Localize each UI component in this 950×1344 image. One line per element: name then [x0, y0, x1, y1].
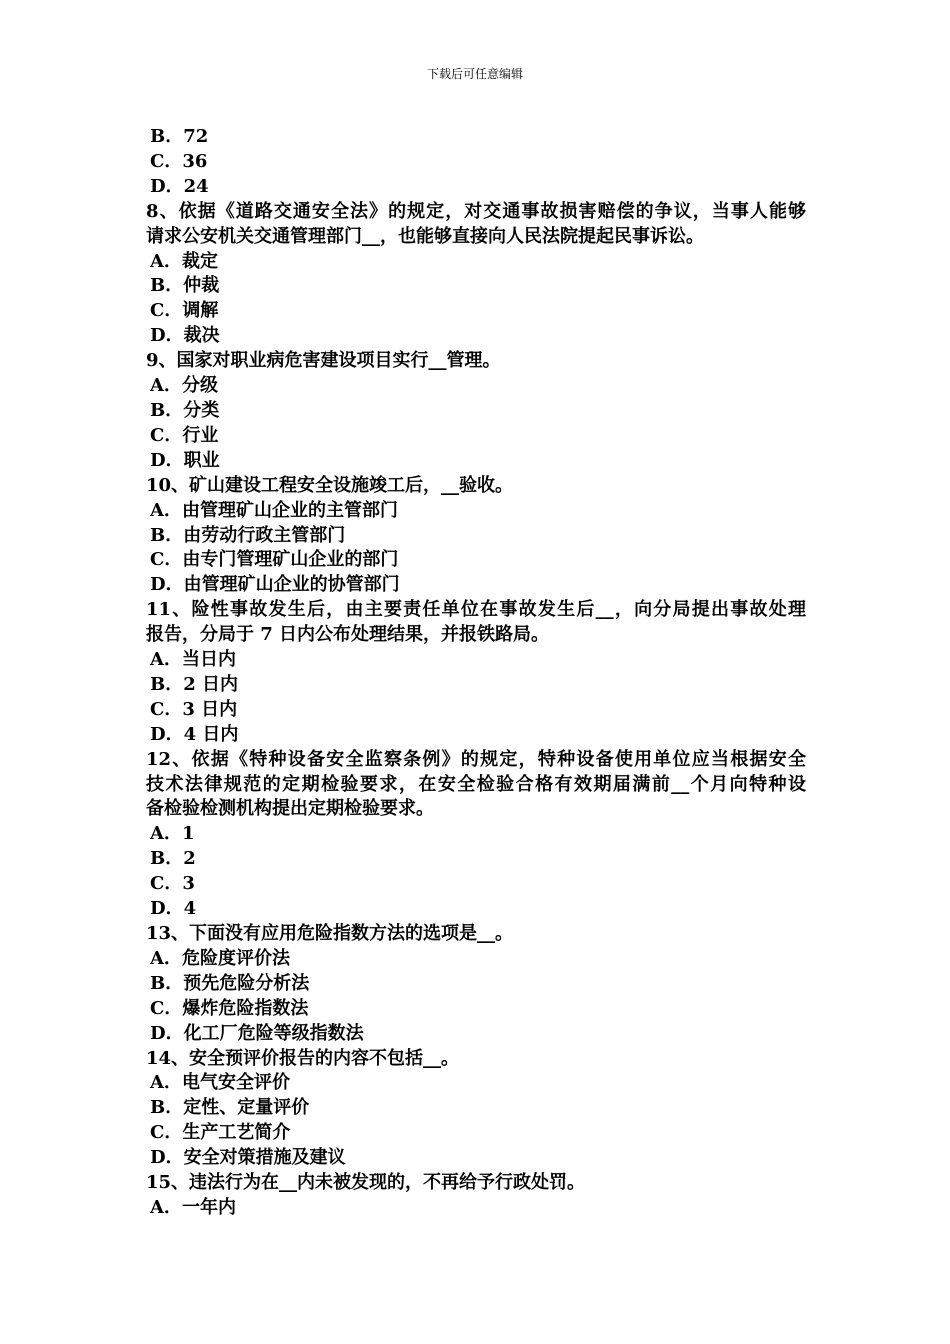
option-item [146, 1146, 816, 1171]
option-letter: A． [150, 499, 182, 521]
question-text: 9、国家对职业病危害建设项目实行__管理。 [146, 350, 501, 372]
option-letter: D． [150, 325, 184, 347]
option-text: 分级 [182, 375, 218, 397]
option-text: 24 [183, 175, 209, 197]
option-text: 72 [183, 126, 209, 147]
option-item [146, 274, 816, 299]
option-text: 电气安全评价 [182, 1072, 290, 1094]
question-10 [146, 474, 816, 599]
option-letter: D． [150, 449, 184, 471]
option-item [146, 698, 816, 723]
option-letter: C． [150, 698, 183, 720]
option-item [146, 723, 816, 748]
question-13 [146, 922, 816, 1047]
option-item [146, 872, 816, 897]
option-text: 行业 [182, 424, 219, 446]
option-text: 仲裁 [183, 275, 220, 297]
option-item [146, 972, 816, 997]
option-text: 由劳动行政主管部门 [183, 524, 346, 546]
option-text: 化工厂危险等级指数法 [183, 1022, 364, 1044]
option-text: 由管理矿山企业的协管部门 [183, 574, 400, 596]
option-text: 定性、定量评价 [183, 1097, 310, 1119]
option-item [146, 1196, 816, 1221]
option-item [146, 548, 816, 573]
option-text: 裁定 [182, 250, 218, 272]
question-text: 14、安全预评价报告的内容不包括__。 [146, 1047, 460, 1069]
option-item [146, 499, 816, 524]
option-item [146, 673, 816, 698]
option-text: 由管理矿山企业的主管部门 [182, 499, 398, 521]
option-letter: B． [150, 673, 184, 695]
option-text: 1 [182, 823, 195, 845]
option-item [146, 573, 816, 598]
option-letter: A． [150, 947, 182, 969]
option-item [146, 175, 816, 200]
option-letter: B． [150, 275, 184, 297]
option-item [146, 822, 816, 847]
option-item [146, 947, 816, 972]
option-text: 一年内 [182, 1196, 236, 1218]
question-14 [146, 1047, 816, 1172]
option-text: 36 [182, 150, 208, 172]
option-item [146, 250, 816, 275]
option-item [146, 847, 816, 872]
exam-content [146, 125, 816, 1221]
option-text: 由专门管理矿山企业的部门 [182, 549, 399, 571]
option-letter: A． [150, 823, 182, 845]
option-letter: C． [150, 997, 183, 1019]
option-item [146, 1022, 816, 1047]
question-12 [146, 748, 816, 922]
option-item [146, 299, 816, 324]
option-letter: B． [150, 126, 184, 147]
option-text: 2 [183, 848, 196, 870]
option-item [146, 648, 816, 673]
question-text: 13、下面没有应用危险指数方法的选项是__。 [146, 923, 514, 944]
option-item [146, 1121, 816, 1146]
option-item [146, 324, 816, 349]
question-text: 备检验检测机构提出定期检验要求。 [146, 798, 434, 820]
option-item [146, 399, 816, 424]
question-8 [146, 200, 816, 349]
option-letter: A． [150, 375, 182, 397]
option-letter: D． [150, 175, 184, 197]
option-text: 调解 [182, 300, 219, 322]
question-text: 11、险性事故发生后，由主要责任单位在事故发生后__，向分局提出事故处理 [146, 599, 806, 621]
option-text: 4 [183, 898, 197, 920]
option-item [146, 1096, 816, 1121]
question-9 [146, 349, 816, 474]
question-text: 请求公安机关交通管理部门__，也能够直接向人民法院提起民事诉讼。 [146, 225, 704, 247]
question-text: 技术法律规范的定期检验要求，在安全检验合格有效期届满前__个月向特种设 [146, 773, 806, 795]
option-item [146, 997, 816, 1022]
option-letter: C． [150, 873, 183, 895]
option-letter: C． [150, 549, 183, 571]
option-item [146, 524, 816, 549]
option-letter: C． [150, 300, 183, 322]
option-text: 当日内 [182, 649, 236, 671]
option-letter: D． [150, 898, 184, 920]
option-text: 安全对策措施及建议 [183, 1147, 346, 1169]
option-text: 4 日内 [183, 723, 239, 745]
option-item [146, 150, 816, 175]
option-letter: B． [150, 972, 184, 994]
option-text: 爆炸危险指数法 [182, 997, 309, 1019]
option-letter: D． [150, 574, 184, 596]
option-item [146, 897, 816, 922]
option-letter: B． [150, 524, 184, 546]
question-text: 8、依据《道路交通安全法》的规定，对交通事故损害赔偿的争议，当事人能够 [146, 200, 806, 222]
question-text: 15、违法行为在__内未被发现的，不再给予行政处罚。 [146, 1172, 586, 1194]
question-text: 12、依据《特种设备安全监察条例》的规定，特种设备使用单位应当根据安全 [146, 748, 806, 770]
option-text: 危险度评价法 [182, 947, 290, 969]
option-text: 3 [182, 873, 195, 895]
option-text: 2 日内 [183, 673, 239, 695]
option-item [146, 449, 816, 474]
continued-options [146, 125, 816, 200]
option-text: 预先危险分析法 [183, 972, 310, 994]
option-letter: C． [150, 150, 183, 172]
option-text: 3 日内 [182, 698, 238, 720]
question-11 [146, 598, 816, 747]
option-letter: C． [150, 424, 183, 446]
option-text: 分类 [183, 399, 220, 421]
option-letter: B． [150, 399, 184, 421]
option-letter: A． [150, 649, 182, 671]
question-15 [146, 1171, 816, 1221]
option-item [146, 125, 816, 150]
option-letter: D． [150, 1022, 184, 1044]
option-text: 裁决 [183, 325, 220, 347]
question-text: 报告，分局于 7 日内公布处理结果，并报铁路局。 [146, 624, 550, 646]
option-item [146, 374, 816, 399]
option-text: 生产工艺简介 [182, 1122, 291, 1144]
option-item [146, 1071, 816, 1096]
question-text: 10、矿山建设工程安全设施竣工后，__验收。 [146, 474, 514, 496]
option-letter: C． [150, 1122, 183, 1144]
option-letter: B． [150, 848, 184, 870]
option-item [146, 424, 816, 449]
option-letter: A． [150, 250, 182, 272]
option-letter: D． [150, 723, 184, 745]
page-header: 下载后可任意编辑 [426, 67, 523, 81]
option-letter: D． [150, 1147, 184, 1169]
option-letter: B． [150, 1097, 184, 1119]
option-letter: A． [150, 1072, 182, 1094]
option-text: 职业 [183, 449, 220, 471]
option-letter: A． [150, 1196, 182, 1218]
